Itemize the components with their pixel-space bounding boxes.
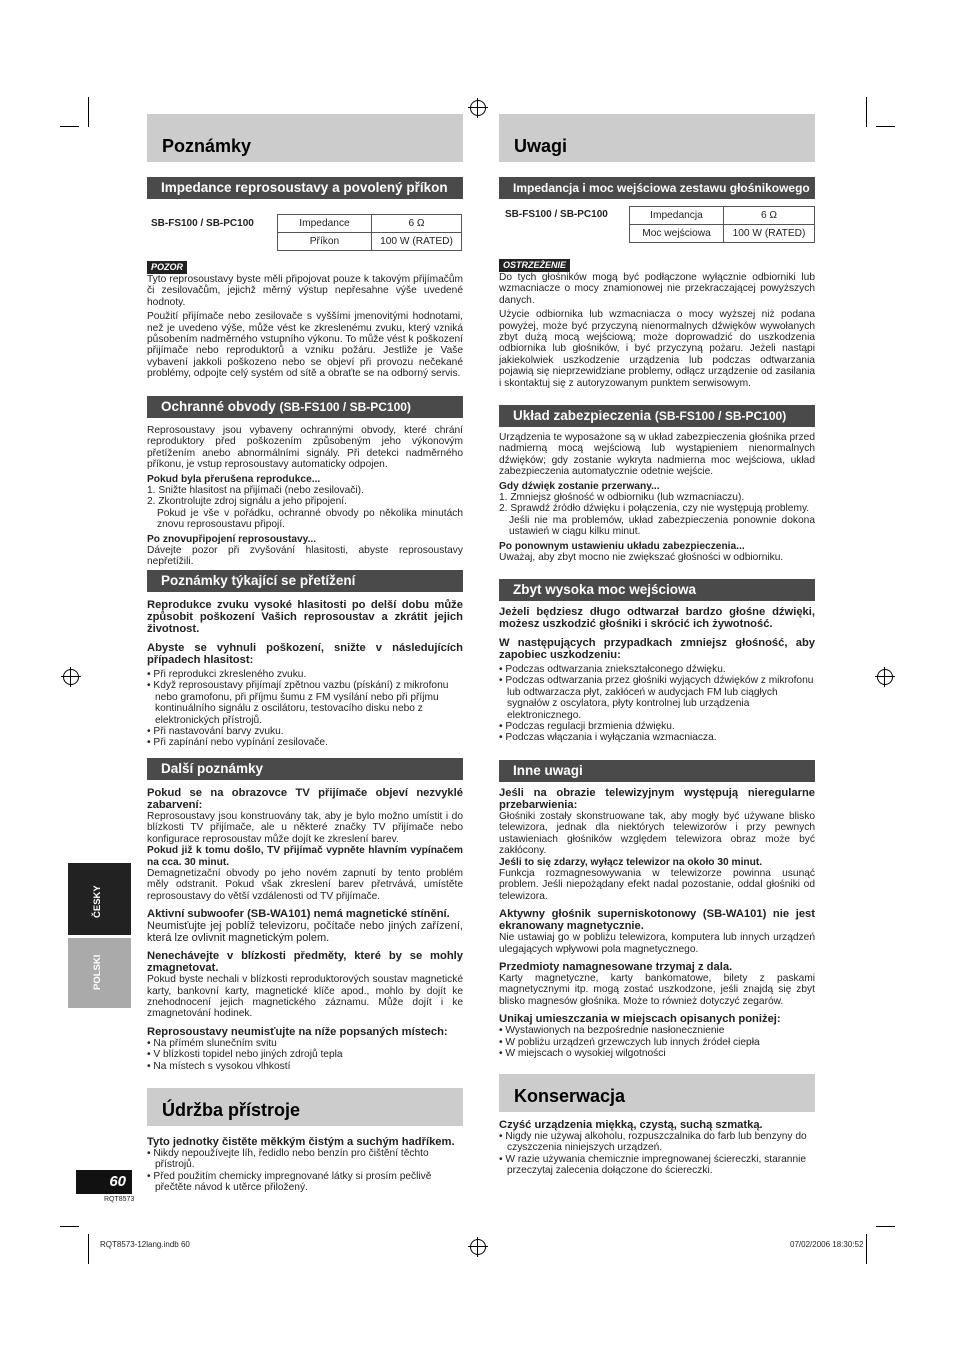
registration-mark-icon (470, 1239, 486, 1255)
list-item: • Podczas regulacji brzmienia dźwięku. (499, 721, 675, 733)
list-item: • Podczas włączania i wyłączania wzmacniacza. (499, 732, 717, 744)
model-label: SB-FS100 / SB-PC100 (505, 209, 608, 220)
right-protect-header: Układ zabezpieczenia (SB-FS100 / SB-PC100) (499, 405, 815, 427)
list-item: • Před použitím chemicky impregnované látky si prosím pečlivě přečtěte návod k utěrce přiložený. (147, 1170, 432, 1194)
list: 1. Zmniejsz głośność w odbiorniku (lub wzmacniaczu). 2. Sprawdź źródło dźwięku i połączenia, czy nie występują problemy. (499, 492, 810, 515)
left-overload-text: Reprodukce zvuku vysoké hlasitosti po delší dobu může způsobit poškození Vašich reprosoustav a zkrátit jejich životnost. Abyste se vyhnuli poškození, snižte v následujících případech hlasitost: • Při reprodukci zkresleného zvuku. • Když reprosoustavy přijímají zpětnou vazbu (pískání) z mikrofonu nebo gramofonu, při příjmu šumu z FM vysílání nebo při příjmu kontinuálního signálu z oscilátoru, testovacího disku nebo z elektronických přístrojů. • Při nastavování barvy zvuku. • Při zapínání nebo vypínání zesilovače. (147, 599, 463, 749)
crop-mark (88, 97, 89, 127)
list-item: • W razie używania chemicznie impregnowanej ściereczki, starannie przeczytaj zalecenia dołączone do ściereczki. (499, 1153, 807, 1177)
footer-date: 07/02/2006 18:30:52 (790, 1240, 864, 1249)
list (147, 1148, 463, 1194)
left-impedance-header: Impedance reprosoustavy a povolený příkon (147, 177, 463, 199)
list-item: • Nikdy nepoužívejte líh, ředidlo nebo benzín pro čištění těchto přístrojů. (147, 1148, 429, 1171)
crop-mark (88, 1234, 89, 1264)
side-tab-czech: ČESKY (68, 863, 131, 935)
crop-mark (60, 1226, 79, 1227)
registration-mark-icon (63, 669, 79, 685)
right-more-text: Jeśli na obrazie telewizyjnym występują nieregularne przebarwienia: Głośniki zostały skonstruowane tak, aby mogły być używane blisko telewizora, jednak dla niektórych telewizorów i przy pewnych ustawieniach głośników względem telewizora obraz może być zakłócony. Jeśli to się zdarzy, wyłącz telewizor na około 30 minut. Funkcja rozmagnesowywania w telewizorze powinna usunąć problem. Jeśli niepożądany efekt nadal pozostanie, oddal głośniki od telewizora. Aktywny głośnik superniskotonowy (SB-WA101) nie jest ekranowany magnetycznie. Nie ustawiaj go w pobliżu telewizora, komputera lub innych urządzeń ulegających wpływowi pola magnetycznego. Przedmioty namagnesowane trzymaj z dala. Karty magnetyczne, karty bankomatowe, bilety z paskami magnetycznymi itp. mogą zostać uszkodzone, jeśli znajdą się zbyt blisko magnesów głośnika. Może to również dotyczyć zegarów. Unikaj umieszczania w miejscach opisanych poniżej: • Wystawionych na bezpośrednie nasłonecznienie • W pobliżu urządzeń grzewczych lub innych źródeł ciepła • W miejscach o wysokiej wilgotności (499, 787, 815, 1060)
right-protect-text: Urządzenia te wyposażone są w układ zabezpieczenia głośnika przed nadmierną mocą wejściową lub wystąpieniem nienormalnych dźwięków; gdy zostanie wykryta nadmierna moc wejściowa, układ zabezpieczenia automatycznie odetnie wejście. Gdy dźwięk zostanie przerwany... 1. Zmniejsz głośność w odbiorniku (lub wzmacniaczu). 2. Sprawdź źródło dźwięku i połączenia, czy nie występują problemy. Jeśli nie ma problemów, układ zabezpieczenia ponownie dokona ustawień w ciągu kilku minut. Po ponownym ustawieniu układu zabezpieczenia... Uważaj, aby zbyt mocno nie zwiększać głośności w odbiorniku. (499, 432, 815, 564)
crop-mark (60, 126, 79, 127)
list: 1. Snižte hlasitost na přijímači (nebo zesilovači). 2. Zkontrolujte zdroj signálu a jeho připojení. (147, 485, 364, 508)
list (499, 1131, 815, 1177)
left-more-header: Další poznámky (147, 758, 463, 780)
crop-mark (876, 1226, 895, 1227)
list-item: • Nigdy nie używaj alkoholu, rozpuszczalnika do farb lub benzyny do czyszczenia niniejszych urządzeń. (499, 1131, 807, 1154)
right-warning-text: Do tych głośników mogą być podłączone wyłącznie odbiorniki lub wzmacniacze o mocy znamionowej nie przekraczającej powyższych danych. Użycie odbiornika lub wzmacniacza o mocy wyższej niż podana powyżej, może być przyczyną nienormalnych dźwięków wywołanych zbyt dużą mocą wejściową; może doprowadzić do uszkodzenia odbiornika lub głośników, i być przyczyną pożaru. Jeżeli nastąpi jakiekolwiek uszkodzenie urządzenia lub podczas odtwarzania pojawią się nieprzewidziane problemy, odłącz urządzenie od zasilania i skontaktuj się z autoryzowanym punktem serwisowym. (499, 272, 815, 389)
left-care-text: Tyto jednotky čistěte měkkým čistým a suchým hadříkem. • Nikdy nepoužívejte líh, ředidlo nebo benzín pro čištění těchto přístrojů. • Před použitím chemicky impregnované látky si prosím pečlivě přečtěte návod k utěrce přiložený. (147, 1136, 463, 1197)
left-warning-text: Tyto reprosoustavy byste měli připojovat pouze k takovým přijímačům či zesilovačům, jejichž měrný výstup nepřesahne výše uvedené hodnoty. Použití přijímače nebo zesilovače s vyššími jmenovitými hodnotami, než je uvedeno výše, může vést ke zkreslenému zvuku, který vzniká působením nadměrného vstupního výkonu. To může vést k poškození přijímače nebo reproduktorů a vzniku požáru. Jestliže je Vaše vybavení jakkoli poškozeno nebo se objeví při provozu nečekané problémy, odpojte celý systém od sítě a obraťte se na odborný servis. (147, 274, 463, 380)
list (147, 1038, 463, 1072)
left-more-text: Pokud se na obrazovce TV přijímače objeví nezvyklé zabarvení: Reprosoustavy jsou konstruovány tak, aby je bylo možno umístit i do blízkosti TV přijímače, ale u některé značky TV přijímače nebo konfigurace reprosoustav může dojít ke zkreslení barev. Pokud již k tomu došlo, TV přijímač vypněte hlavním vypínačem na cca. 30 minut. Demagnetizační obvody po jeho novém zapnutí by tento problém měly odstranit. Pokud však zkreslení barev přetrvává, umístěte reprosoustavy do větší vzdálenosti od TV přijímače. Aktivní subwoofer (SB-WA101) nemá magnetické stínění. Neumisťujte jej poblíž televizoru, počítače nebo jiných zařízení, která lze ovlivnit magnetickým polem. Nenechávejte v blízkosti předměty, které by se mohly zmagnetovat. Pokud byste nechali v blízkosti reproduktorových soustav magnetické karty, bankovní karty, magnetické klíče apod., mohlo by dojít ke znehodnocení jejich magnetického záznamu. Může dojít i ke zmagnetování hodinek. Reprosoustavy neumisťujte na níže popsaných místech: • Na přímém slunečním svitu • V blízkosti topidel nebo jiných zdrojů tepla • Na místech s vysokou vlhkostí (147, 787, 463, 1072)
list-item: • Podczas odtwarzania przez głośniki wyjących dźwięków z mikrofonu lub odtwarzacza płyt, zakłóceń w audycjach FM lub ciągłych sygnałów z oscylatora, płyty kontrolnej lub urządzenia elektronicznego. (499, 675, 814, 721)
registration-mark-icon (877, 669, 893, 685)
section-title: Konserwacja (514, 1086, 626, 1106)
list-item: • Když reprosoustavy přijímají zpětnou vazbu (pískání) z mikrofonu nebo gramofonu, při příjmu šumu z FM vysílání nebo při příjmu kontinuálního signálu z oscilátoru, testovacího disku nebo z elektronických přístrojů. (147, 680, 449, 726)
right-care-text: Czyść urządzenia miękką, czystą, suchą szmatką. • Nigdy nie używaj alkoholu, rozpuszczalnika do farb lub benzyny do czyszczenia niniejszych urządzeń. • W razie używania chemicznie impregnowanej ściereczki, starannie przeczytaj zalecenia dołączone do ściereczki. (499, 1119, 815, 1180)
list-item: • Při zapínání nebo vypínání zesilovače. (147, 737, 328, 749)
footer-file: RQT8573-12lang.indb 60 (100, 1240, 190, 1249)
right-more-header: Inne uwagi (499, 760, 815, 782)
list (499, 1025, 815, 1059)
right-impedance-header: Impedancja i moc wejściowa zestawu głośnikowego (499, 177, 815, 199)
list-item: • Na místech s vysokou vlhkostí (147, 1060, 291, 1072)
list-item: • Wystawionych na bezpośrednie nasłonecznienie (499, 1025, 725, 1037)
right-overload-text: Jeżeli będziesz długo odtwarzał bardzo głośne dźwięki, możesz uszkodzić głośniki i skrócić ich żywotność. W następujących przypadkach zmniejsz głośność, aby zapobiec uszkodzeniu: • Podczas odtwarzania zniekształconego dźwięku. • Podczas odtwarzania przez głośniki wyjących dźwięków z mikrofonu lub odtwarzacza płyt, zakłóceń w audycjach FM lub ciągłych sygnałów z oscylatora, płyty kontrolnej lub urządzenia elektronicznego. • Podczas regulacji brzmienia dźwięku. • Podczas włączania i wyłączania wzmacniacza. (499, 606, 815, 744)
list-item: • W miejscach o wysokiej wilgotności (499, 1048, 666, 1060)
left-protect-header: Ochranné obvody (SB-FS100 / SB-PC100) (147, 396, 463, 418)
list-item: • Při nastavování barvy zvuku. (147, 726, 284, 738)
crop-mark (876, 126, 895, 127)
crop-mark (866, 97, 867, 127)
list-item: • Při reprodukci zkresleného zvuku. (147, 669, 307, 680)
page-title: Poznámky (162, 136, 252, 156)
page-title: Uwagi (514, 136, 568, 156)
spec-table (629, 206, 815, 243)
warning-badge: POZOR (147, 261, 187, 274)
side-tab-polish: POLSKI (68, 938, 131, 1008)
model-label: SB-FS100 / SB-PC100 (151, 218, 254, 229)
list (499, 664, 815, 744)
list (147, 669, 463, 749)
table-row: Impedancja 6 Ω (630, 207, 815, 225)
left-protect-text: Reprosoustavy jsou vybaveny ochrannými obvody, které chrání reproduktory před poškozením způsobeným jeho výkonovým přetížením anebo abnormálními signály. Při detekci nadměrného příkonu, je vstup reprosoustavy automaticky odpojen. Pokud byla přerušena reprodukce... 1. Snižte hlasitost na přijímači (nebo zesilovači). 2. Zkontrolujte zdroj signálu a jeho připojení. Pokud je vše v pořádku, ochranné obvody po několika minutách znovu reprosoustavu připojí. Po znovupřipojení reprosoustavy... Dávejte pozor při zvyšování hlasitosti, abyste reprosoustavy nepřetížili. (147, 425, 463, 568)
warning-badge: OSTRZEŻENIE (499, 259, 570, 272)
table-row: Impedance 6 Ω (278, 215, 462, 233)
table-row: Příkon 100 W (RATED) (278, 233, 462, 251)
left-overload-header: Poznámky týkající se přetížení (147, 570, 463, 592)
table-row: Moc wejściowa 100 W (RATED) (630, 225, 815, 243)
right-overload-header: Zbyt wysoka moc wejściowa (499, 579, 815, 601)
list-item: • V blízkosti topidel nebo jiných zdrojů tepla (147, 1049, 343, 1061)
right-title-bar (499, 114, 815, 162)
left-care-title-bar (147, 1088, 463, 1126)
document-code: RQT8573 (104, 1196, 135, 1203)
section-title: Údržba přístroje (162, 1100, 301, 1120)
crop-mark (866, 1234, 867, 1264)
list-item: • W pobliżu urządzeń grzewczych lub innych źródeł ciepła (499, 1036, 760, 1048)
registration-mark-icon (470, 100, 486, 116)
spec-table (277, 214, 462, 251)
list-item: • Podczas odtwarzania zniekształconego dźwięku. (499, 664, 726, 675)
list-item: • Na přímém slunečním svitu (147, 1037, 277, 1049)
page-number: 60 (76, 1170, 132, 1194)
left-title-bar (147, 114, 463, 162)
right-care-title-bar (499, 1074, 815, 1112)
